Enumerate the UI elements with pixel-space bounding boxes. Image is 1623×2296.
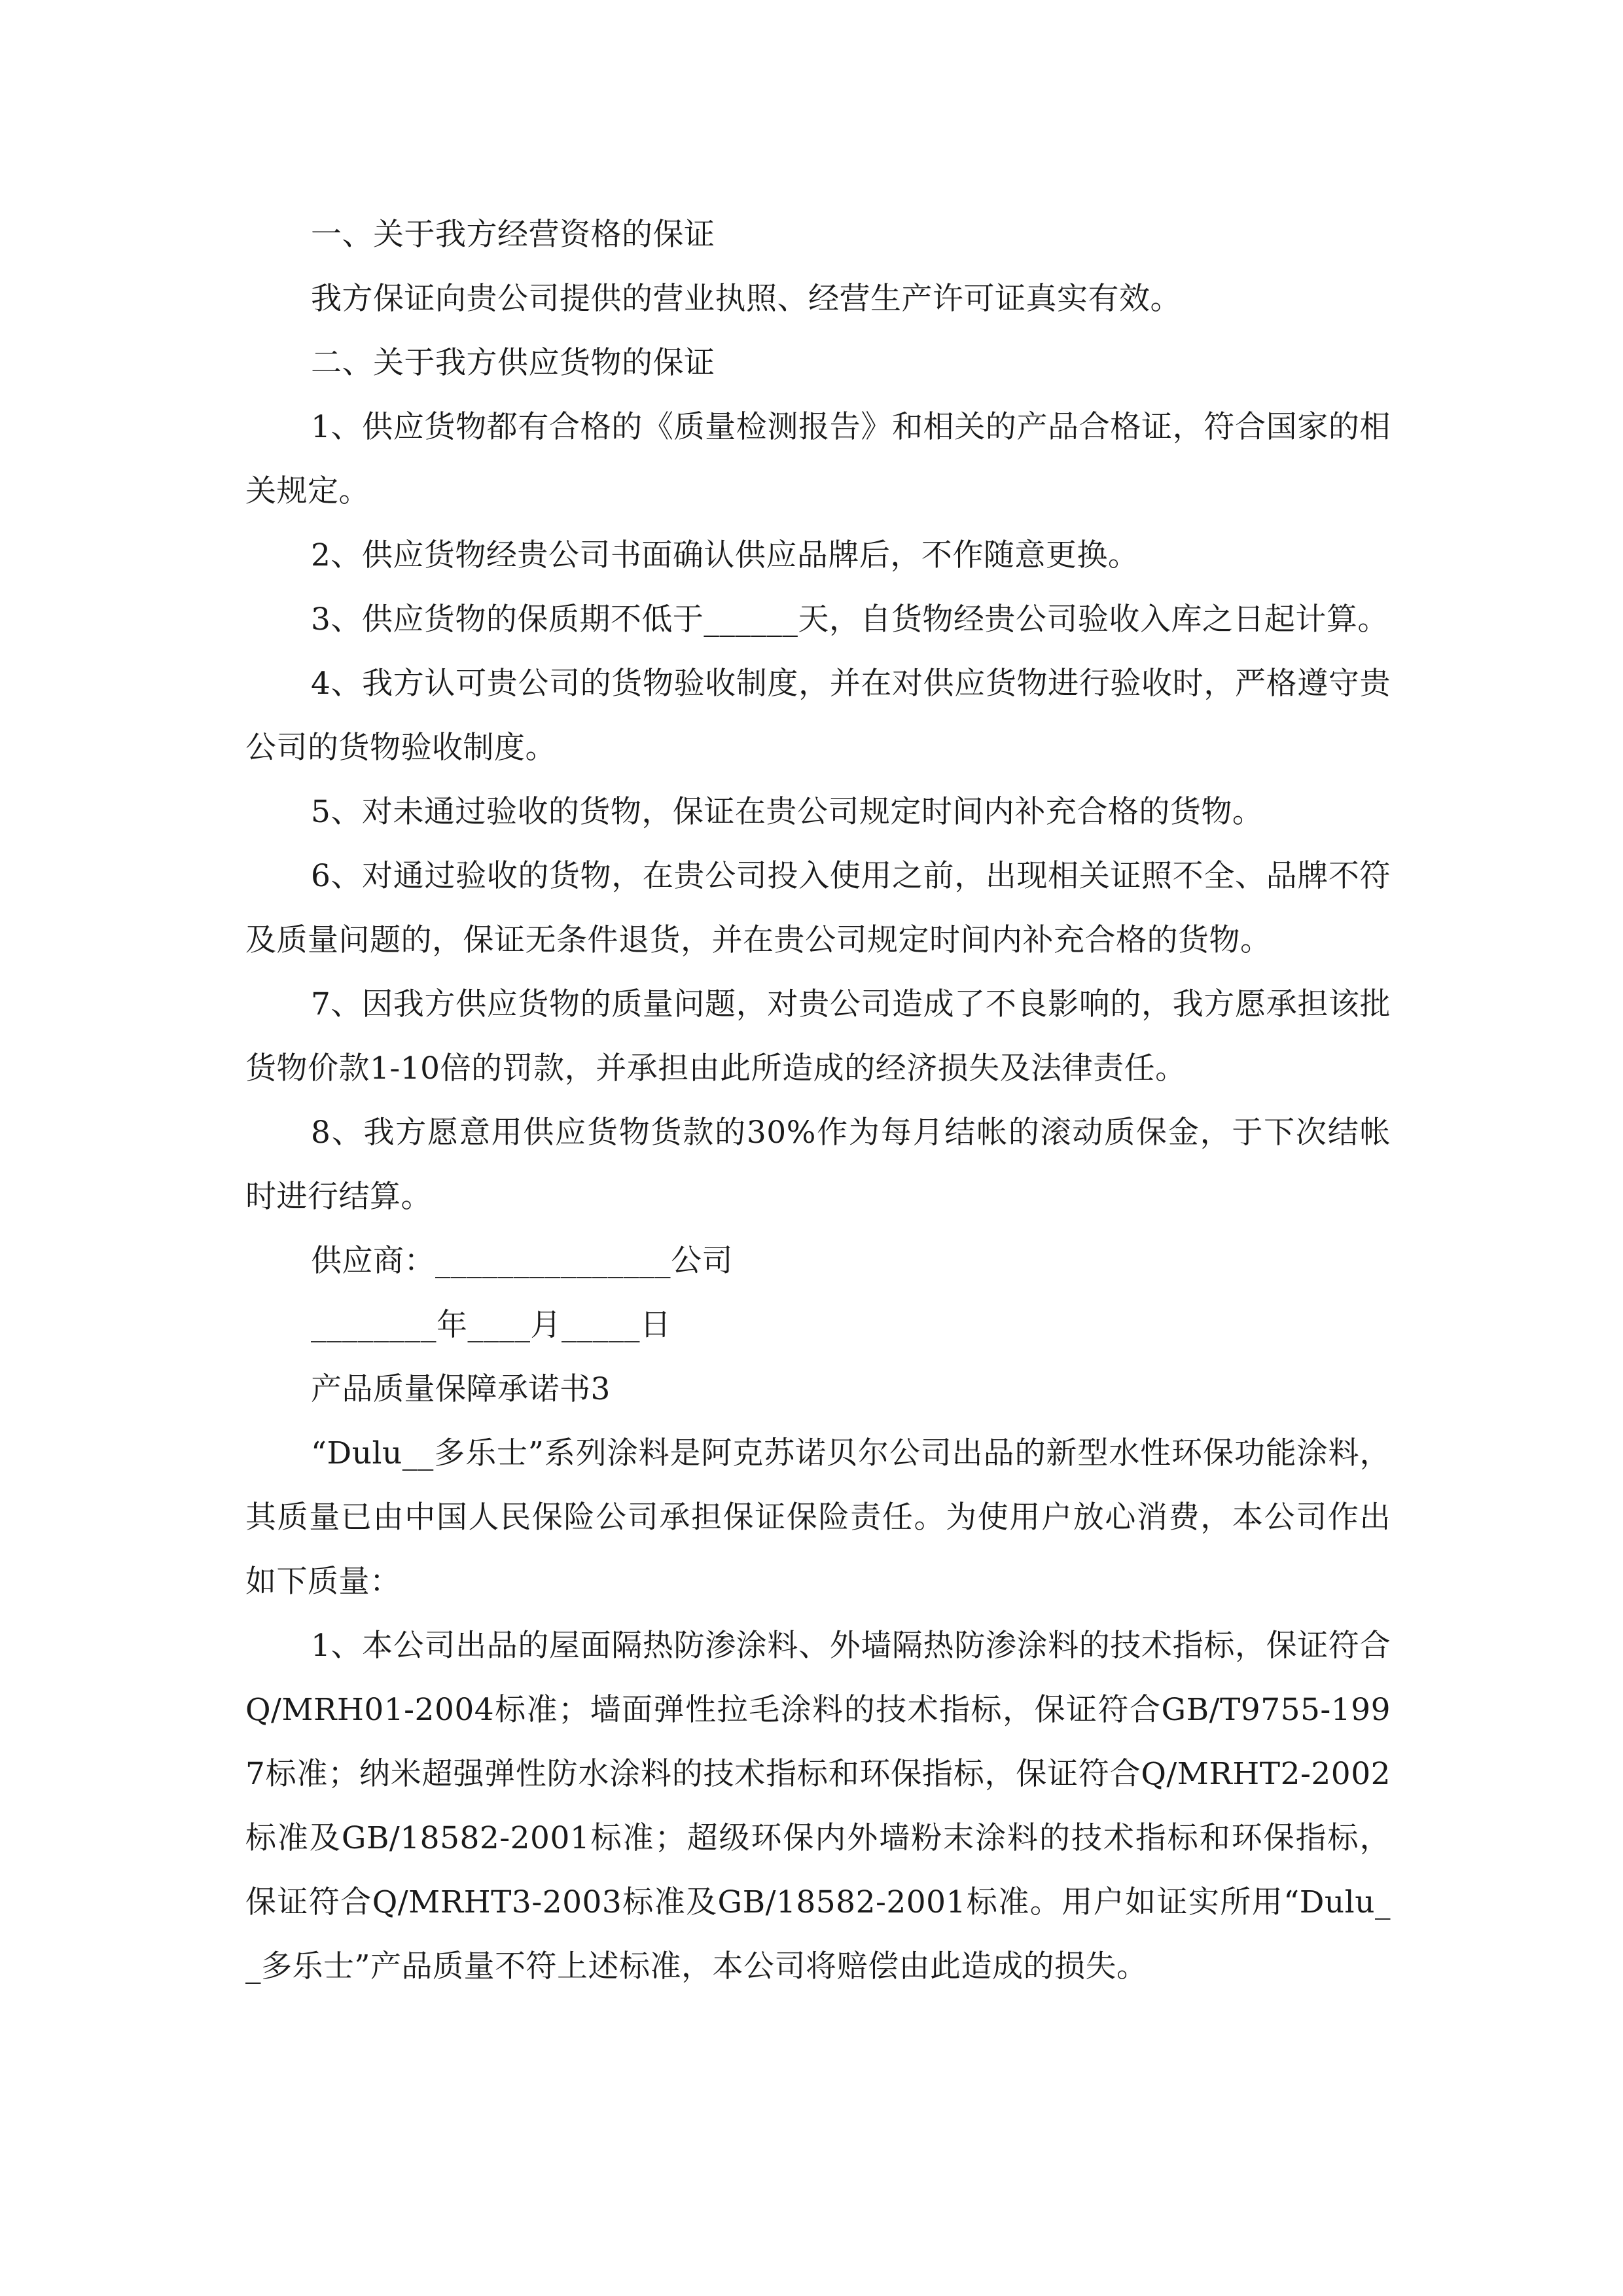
clause-5: 5、对未通过验收的货物，保证在贵公司规定时间内补充合格的货物。 (311, 794, 1264, 830)
standards-clause-1: 1、本公司出品的屋面隔热防渗涂料、外墙隔热防渗涂料的技术指标，保证符合Q/MRH01-2004标准；墙面弹性拉毛涂料的技术指标，保证符合GB/T9755-1997标准；纳米超强弹性防水涂料的技术指标和环保指标，保证符合Q/MRHT2-2002标准及GB/18582-2001标准；超级环保内外墙粉末涂料的技术指标和环保指标，保证符合Q/MRHT3-2003标准及GB/18582-2001标准。用户如证实所用“Dulu__多乐士”产品质量不符上述标准，本公司将赔偿由此造成的损失。 (245, 1628, 1391, 1984)
section-heading-goods: 二、关于我方供应货物的保证 (311, 345, 715, 381)
section-heading-qualification: 一、关于我方经营资格的保证 (311, 217, 715, 253)
clause-7: 7、因我方供应货物的质量问题，对贵公司造成了不良影响的，我方愿承担该批货物价款1-10倍的罚款，并承担由此所造成的经济损失及法律责任。 (245, 986, 1391, 1086)
clause-1: 1、供应货物都有合格的《质量检测报告》和相关的产品合格证，符合国家的相关规定。 (245, 409, 1391, 509)
intro-paragraph: “Dulu__多乐士”系列涂料是阿克苏诺贝尔公司出品的新型水性环保功能涂料，其质量已由中国人民保险公司承担保证保险责任。为使用户放心消费，本公司作出如下质量： (245, 1435, 1391, 1600)
supplier-line: 供应商：_______________公司 (311, 1243, 733, 1279)
date-line: ________年____月_____日 (311, 1307, 671, 1343)
document-title-3: 产品质量保障承诺书3 (311, 1371, 611, 1407)
clause-4: 4、我方认可贵公司的货物验收制度，并在对供应货物进行验收时，严格遵守贵公司的货物验收制度。 (245, 666, 1391, 766)
document-body (245, 203, 1391, 1999)
clause-6: 6、对通过验收的货物，在贵公司投入使用之前，出现相关证照不全、品牌不符及质量问题的，保证无条件退货，并在贵公司规定时间内补充合格的货物。 (245, 858, 1391, 958)
clause-2: 2、供应货物经贵公司书面确认供应品牌后，不作随意更换。 (311, 537, 1139, 573)
clause-8: 8、我方愿意用供应货物货款的30%作为每月结帐的滚动质保金，于下次结帐时进行结算。 (245, 1115, 1391, 1215)
paragraph-license: 我方保证向贵公司提供的营业执照、经营生产许可证真实有效。 (311, 281, 1181, 317)
clause-3: 3、供应货物的保质期不低于______天，自货物经贵公司验收入库之日起计算。 (311, 601, 1389, 637)
